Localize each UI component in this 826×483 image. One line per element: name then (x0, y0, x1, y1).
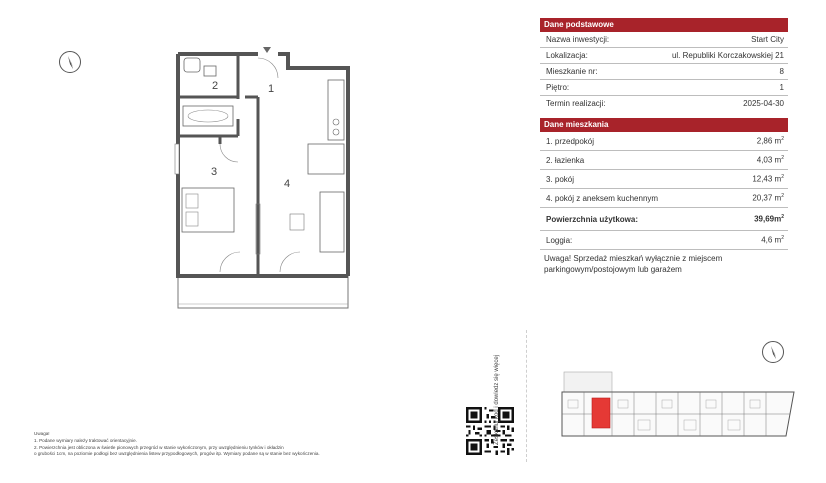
sales-note: Uwaga! Sprzedaż mieszkań wyłącznie z miejscem parkingowym/postojowym lub garażem (544, 254, 723, 274)
building-key-plan (554, 370, 802, 440)
info-row: Lokalizacja: ul. Republiki Korczakowskiej 21 (540, 48, 788, 64)
divider (526, 330, 527, 462)
info-row: Piętro: 1 (540, 80, 788, 96)
loggia-row: Loggia: 4,6 $m^2$ (540, 231, 788, 250)
room-row: 2. łazienka 4,03 $m^2$ (540, 151, 788, 170)
footer-notes: Uwaga! 1. Podane wymiary należy traktować orientacyjnie. 2. Powierzchnia jest obliczona w świetle pionowych przegród w stanie wykończonym, przy uwzględnieniu tynków i okładzin o grubości 1cm, na poziomie podłogi bez uwzględnienia listew przypodłogowych, progów itp. Wymiary podane są w stanie bez wykończenia. (34, 431, 320, 457)
info-row: Mieszkanie nr: 8 (540, 64, 788, 80)
room-row: 4. pokój z aneksem kuchennym 20,37 $m^2$ (540, 189, 788, 208)
basic-data-header: Dane podstawowe (540, 18, 788, 32)
info-row: Nazwa inwestycji: Start City (540, 32, 788, 48)
outer-walls (178, 54, 348, 276)
north-arrow-icon (59, 51, 81, 73)
site-north-arrow-icon (762, 341, 784, 363)
room-label-1: 1 (268, 83, 275, 95)
total-area-row: Powierzchnia użytkowa: $39,69m^2$ (540, 208, 788, 231)
room-label-4: 4 (284, 178, 291, 190)
info-panel (540, 18, 788, 275)
apartment-data-header: Dane mieszkania (540, 118, 788, 132)
room-row: 1. przedpokój 2,86 $m^2$ (540, 132, 788, 151)
info-row: Termin realizacji: 2025-04-30 (546, 99, 784, 108)
highlighted-apartment (592, 398, 610, 428)
room-label-3: 3 (211, 166, 218, 178)
floor-plan (160, 44, 360, 312)
qr-code[interactable] (466, 407, 514, 455)
room-label-2: 2 (212, 80, 219, 92)
room-row: 3. pokój 12,43 $m^2$ (540, 170, 788, 189)
qr-caption: Zeskanuj kod i dowiedz się więcej (494, 354, 500, 445)
loggia-area (178, 276, 348, 308)
